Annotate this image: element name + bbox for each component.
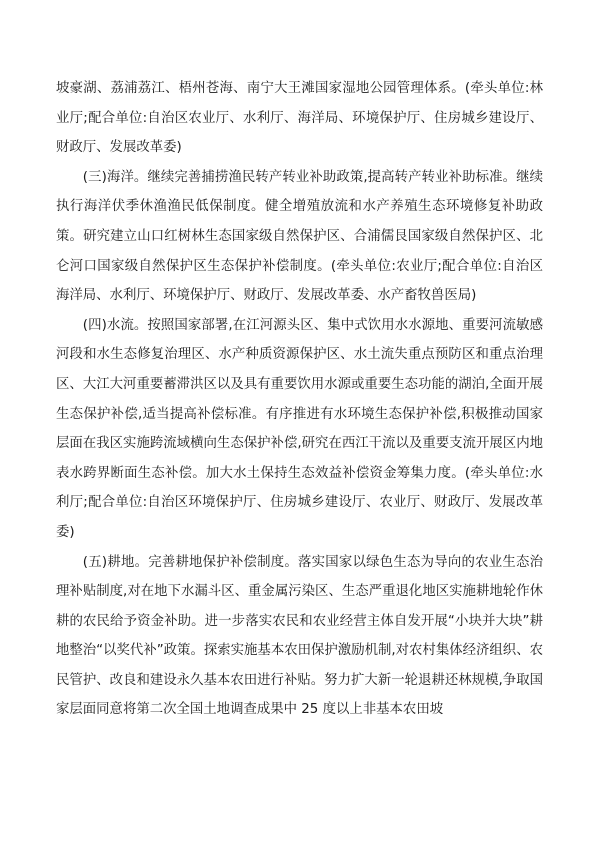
paragraph-water: (四)水流。按照国家部署,在江河源头区、集中式饮用水水源地、重要河流敏感河段和水生态修复治理区、水产种质资源保护区、水土流失重点预防区和重点治理区、大江大河重要蓄滞洪区以及具有重要饮用水源或重要生态功能的湖泊,全面开展生态保护补偿,适当提高补偿标准。有序推进有水环境生态保护补偿,积极推动国家层面在我区实施跨流域横向生态保护补偿,研究在西江干流以及重要支流开展区内地表水跨界断面生态补偿。加大水土保持生态效益补偿资金筹集力度。(牵头单位:水利厅;配合单位:自治区环境保护厅、住房城乡建设厅、农业厅、财政厅、发展改革委) — [56, 317, 543, 540]
paragraph-farmland: (五)耕地。完善耕地保护补偿制度。落实国家以绿色生态为导向的农业生态治理补贴制度,对在地下水漏斗区、重金属污染区、生态严重退化地区实施耕地轮作休耕的农民给予资金补助。进一步落实农民和农业经营主体自发开展“小块并大块”耕地整治“以奖代补”政策。探索实施基本农田保护激励机制,对农村集体经济组织、农民管护、改良和建设永久基本农田进行补贴。努力扩大新一轮退耕还林规模,争取国家层面同意将第二次全国土地调查成果中 25 度以上非基本农田坡 — [56, 554, 543, 718]
paragraph-continuation: 坡豪湖、荔浦荔江、梧州苍海、南宁大王滩国家湿地公园管理体系。(牵头单位:林业厅;配合单位:自治区农业厅、水利厅、海洋局、环境保护厅、住房城乡建设厅、财政厅、发展改革委) — [56, 81, 543, 156]
body-text — [56, 74, 543, 725]
paragraph-ocean: (三)海洋。继续完善捕捞渔民转产转业补助政策,提高转产转业补助标准。继续执行海洋伏季休渔渔民低保制度。健全增殖放流和水产养殖生态环境修复补助政策。研究建立山口红树林生态国家级自然保护区、合浦儒艮国家级自然保护区、北仑河口国家级自然保护区生态保护补偿制度。(牵头单位:农业厅;配合单位:自治区海洋局、水利厅、环境保护厅、财政厅、发展改革委、水产畜牧兽医局) — [56, 169, 543, 304]
